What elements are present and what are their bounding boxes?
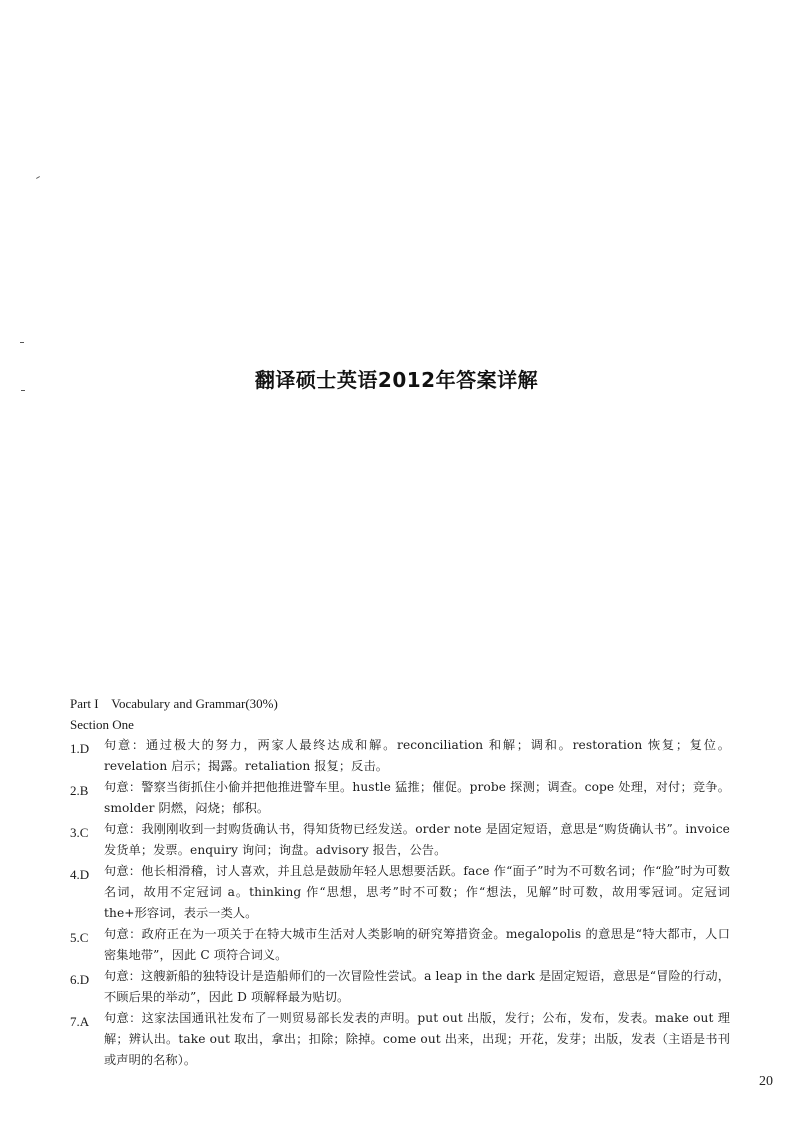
part-heading: Part I Vocabulary and Grammar(30%) bbox=[70, 696, 278, 711]
answer-explanation: 句意：政府正在为一项关于在特大城市生活对人类影响的研究筹措资金。megalopolis 的意思是“特大都市，人口密集地带”，因此 C 项符合词义。 bbox=[104, 927, 730, 962]
page-number: 20 bbox=[759, 1074, 773, 1089]
answer-explanation: 句意：警察当街抓住小偷并把他推进警车里。hustle 猛推；催促。probe 探测；调查。cope 处理，对付；竞争。smolder 阴燃，闷烧；郁积。 bbox=[104, 780, 730, 815]
answer-item bbox=[70, 819, 730, 861]
answer-number: 4.D bbox=[70, 867, 90, 882]
answer-item bbox=[70, 1008, 730, 1071]
answer-explanation: 句意：这艘新船的独特设计是造船师们的一次冒险性尝试。a leap in the dark 是固定短语，意思是“冒险的行动，不顾后果的举动”，因此 D 项解释最为贴切。 bbox=[104, 969, 730, 1004]
section-heading: Section One bbox=[70, 717, 134, 732]
answer-item bbox=[70, 924, 730, 966]
answer-number: 7.A bbox=[70, 1014, 90, 1029]
answer-content bbox=[70, 693, 730, 1071]
answer-item bbox=[70, 735, 730, 777]
answer-number: 2.B bbox=[70, 783, 89, 798]
answer-explanation: 句意：他长相滑稽，讨人喜欢，并且总是鼓励年轻人思想要活跃。face 作“面子”时为不可数名词；作“脸”时为可数名词，故用不定冠词 a。thinking 作“思想，思考”时不可数；作“想法，见解”时可数，故用零冠词。定冠词 the+形容词，表示一类人。 bbox=[104, 864, 730, 920]
answer-number: 1.D bbox=[70, 741, 90, 756]
document-title: 翻译硕士英语2012年答案详解 bbox=[254, 368, 539, 392]
answer-item bbox=[70, 861, 730, 924]
answer-number: 5.C bbox=[70, 930, 89, 945]
answer-number: 3.C bbox=[70, 825, 89, 840]
scan-artifact-mark bbox=[20, 342, 24, 343]
answer-item bbox=[70, 966, 730, 1008]
answer-explanation: 句意：我刚刚收到一封购货确认书，得知货物已经发送。order note 是固定短语，意思是“购货确认书”。invoice 发货单；发票。enquiry 询问；询盘。advisory 报告，公告。 bbox=[104, 822, 730, 857]
scan-artifact-mark bbox=[36, 176, 40, 179]
answer-item bbox=[70, 777, 730, 819]
answer-number: 6.D bbox=[70, 972, 90, 987]
answer-explanation: 句意：这家法国通讯社发布了一则贸易部长发表的声明。put out 出版，发行；公布，发布，发表。make out 理解；辨认出。take out 取出，拿出；扣除；除掉。come out 出来，出现；开花，发芽；出版，发表（主语是书刊或声明的名称）。 bbox=[104, 1011, 730, 1067]
answer-explanation: 句意：通过极大的努力，两家人最终达成和解。reconciliation 和解；调和。restoration 恢复；复位。revelation 启示；揭露。retaliation 报复；反击。 bbox=[104, 738, 730, 773]
